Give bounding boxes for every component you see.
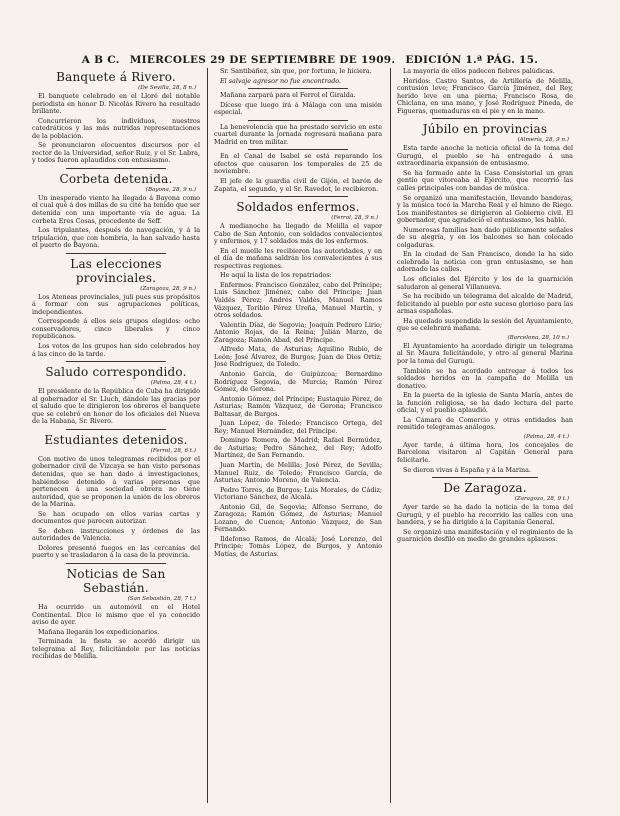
- separator: [248, 88, 349, 89]
- headline-elecciones: Las elecciones provinciales.: [70, 256, 162, 285]
- paragraph: Se han ocupado en ellos varias cartas y documentos que parecen autorizar.: [32, 509, 200, 526]
- dateline: (Bayona, 28, 9 n.): [145, 186, 196, 193]
- paragraph: Ayer tarde se ha dado la noticia de la toma del Gurugú, y el pueblo ha recorrido las calles con una bandera, y se ha dirigido á la Capitanía General.: [397, 503, 573, 527]
- paragraph: Ha ocurrido un automóvil en el Hotel Continental. Dice lo mismo que el ya conocido aviso de ayer.: [32, 602, 200, 627]
- paragraph: Antonio Gómez, del Príncipe; Eustaquio Pérez, de Asturias; Ramón Vázquez, de Gerona; Francisco Baltasar, de Burgos.: [214, 394, 382, 418]
- dateline: (Barcelona, 28, 10 n.): [507, 334, 569, 341]
- separator: [248, 149, 349, 150]
- paragraph: Se ha formado ante la Casa Consistorial un gran gentío que vitoreaba al Ejército, que recorrió las calles principales con bandas de música.: [397, 168, 573, 193]
- dateline: (Ferrol, 28, 9 n.): [331, 215, 378, 222]
- separator: [66, 563, 167, 564]
- column-1: [32, 68, 200, 803]
- dateline: (Zaragoza, 28, 9 n.): [140, 285, 196, 292]
- dateline: (De Sevilla, 28, 8 n.): [138, 85, 196, 91]
- dateline: (San Sebastián, 28, 7 t.): [127, 595, 196, 602]
- dateline: (Palma, 28, 4 t.): [523, 433, 569, 440]
- paragraph: El salvaje agresor no fue encontrado.: [220, 76, 342, 85]
- headline-soldados: Soldados enfermos.: [236, 200, 360, 215]
- paragraph: Corresponde á ellos seis grupos elegidos: ocho conservadores, cinco liberales y cinco republicanos.: [32, 317, 200, 341]
- paragraph: A medianoche ha llegado de Melilla el vapor Cabo de San Antonio, con soldados convalecientes y enfermos, y 17 soldados más de los enfermos.: [214, 222, 382, 246]
- column-3: [397, 68, 573, 803]
- paragraph: Dolores presentó fuegos en las cercanías del puerto y se trasladaron á la casa de la provincia.: [32, 543, 200, 560]
- paragraph: En la ciudad de San Francisco, donde la ha sido celebrada la noticia con gran entusiasmo, se han adornado las calles.: [397, 250, 573, 274]
- column-rule: [390, 68, 391, 803]
- paragraph: En el muelle les recibieron las autoridades, y en el día de mañana saldrán los convalecientes á sus respectivas regiones.: [214, 246, 382, 270]
- paragraph: Ha quedado suspendida la sesión del Ayuntamiento, que se celebrará mañana.: [397, 316, 573, 333]
- paragraph: Antonio García, de Guipúzcoa; Bernardino Rodríguez Segovia, de Murcia; Ramón Pérez Gómez, de Gerona.: [214, 369, 382, 394]
- column-2: [214, 68, 382, 803]
- paragraph: La Cámara de Comercio y otras entidades han remitido telegramas análogos.: [397, 415, 573, 432]
- paragraph: Domingo Romera, de Madrid; Rafael Bermúdez, de Asturias; Pedro Sánchez, del Rey; Adolfo Martínez, de San Fernando.: [214, 436, 382, 460]
- dateline: (Ferrol, 28, 6 t.): [150, 447, 196, 454]
- dateline: (Palma, 28, 4 t.): [150, 380, 196, 387]
- paragraph: El presidente de la República de Cuba ha dirigido al gobernador el Sr. Lluch, dándole las gracias por el saludo que le dirigieron los obreros el banquete que se celebró en honor de los oficiales del Nueva de la Habana, Sr. Rivero.: [32, 387, 200, 426]
- separator: [248, 120, 349, 121]
- headline-zaragoza: De Zaragoza.: [443, 481, 527, 496]
- headline-estudiantes: Estudiantes detenidos.: [44, 432, 188, 447]
- paragraph: Terminada la fiesta se acordó dirigir un telegrama al Rey, felicitándole por las noticias recibidas de Melilla.: [32, 637, 200, 661]
- paragraph: Ayer tarde, á última hora, los concejales de Barcelona visitaron al Capitán General para felicitarle.: [397, 440, 573, 464]
- separator: [66, 361, 167, 362]
- paragraph: Un inesperado viento ha llegado á Bayona como el cual qué á dos millas de su cité ha tenido que ser detenida con una importante vía de agua. La corbeta Eres Cosas, procedente de Seff.: [32, 193, 200, 225]
- paragraph: Pedro Torres, de Burgos; Luis Morales, de Cádiz; Victoriano Sánchez, de Alcalá.: [214, 485, 382, 502]
- paragraph: Los tripulantes, después de navegación, y á la tripulación, que con hombría, la han salvado hasta el puerto de Bayona.: [32, 226, 200, 250]
- headline-banquete: Banquete á Rivero.: [56, 70, 176, 84]
- paragraph: Los oficiales del Ejército y los de la guarnición saludaron al general Villanueva.: [397, 275, 573, 291]
- paragraph: Se organizó una manifestación y el regimiento de la guarnición desfiló en medio de grandes aplausos.: [397, 527, 573, 544]
- column-rule: [207, 68, 208, 803]
- paragraph: Mañana llegarán los expedicionarios.: [38, 627, 160, 636]
- publication-name: A B C.: [81, 54, 120, 66]
- separator: [432, 477, 538, 478]
- paragraph: Sr. Santibáñez, sin que, por fortuna, le hiciera.: [220, 68, 372, 75]
- issue-date: MIERCOLES 29 DE SEPTIEMBRE DE 1909.: [129, 54, 396, 66]
- paragraph: Se dieron vivas á España y á la Marina.: [403, 465, 531, 474]
- paragraph: Ildefonso Ramos, de Alcalá; José Lorenzo, del Príncipe; Tomás López, de Burgos, y Antonio Matías, de Asturias.: [214, 534, 382, 558]
- paragraph: Concurrieron los individuos, nuestros catedráticos y las más nutridas representaciones de la población.: [32, 116, 200, 140]
- paragraph: Enfermos: Francisco González, cabo del Príncipe; Luis Sánchez Jiménez, cabo del Príncipe; Juan Valdés Pérez; Andrés Valdés, Manuel Ramos Vázquez, Toribio Pérez Ureña, Manuel Martín, y otros soldados.: [214, 280, 382, 320]
- page-header: [0, 54, 620, 66]
- paragraph: En la puerta de la iglesia de Santa María, antes de la función religiosa, se ha dado lectura del parte oficial, y el pueblo aplaudió.: [397, 391, 573, 415]
- paragraph: Valentín Díaz, de Segovia; Joaquín Pedrero Lirio; Antonio Rojas, de la Reina; Julián Marzo, de Zaragoza; Ramón Abad, del Príncipe.: [214, 320, 382, 344]
- paragraph: La mayoría de ellos padecen fiebres palúdicas.: [403, 68, 555, 75]
- headline-corbeta: Corbeta detenida.: [59, 171, 173, 186]
- paragraph: En el Canal de Isabel se está reparando los efectos que causaron los temporales de 25 de noviembre.: [214, 152, 382, 176]
- paragraph: Alfredo Mata, de Asturias; Aquilino Rubio, de León; José Álvarez, de Burgos; Juan de Dios Ortiz; José Rodríguez, de Toledo.: [214, 345, 382, 369]
- paragraph: Se pronunciaron elocuentes discursos por el rector de la Universidad, señor Ruiz, y el Sr. Labra, y todos fueron aplaudidos con entusiasmo.: [32, 141, 200, 165]
- paragraph: Se organizó una manifestación, llevando banderas, y la música tocó la Marcha Real y el himno de Riego. Los manifestantes se dirigieron al Gobierno civil. El gobernador, que agradeció el entusiasmo, les habló.: [397, 193, 573, 225]
- paragraph: Juan López, de Toledo; Francisco Ortega, del Rey; Manuel Hernández, del Príncipe.: [214, 419, 382, 435]
- paragraph: Los Ateneas provinciales, juli pues sus propósitos á formar con sus agrupaciones políticas, independientes.: [32, 292, 200, 316]
- paragraph: Se ha recibido un telegrama del alcalde de Madrid, felicitando al pueblo por este suceso glorioso para las armas españolas.: [397, 292, 573, 316]
- paragraph: Antonio Gil, de Segovia; Alfonso Serrano, de Zaragoza; Ramón Gómez, de Asturias; Manuel Lozano, de Cuenca; Antonio Vázquez, de San Fernando.: [214, 502, 382, 534]
- paragraph: Heridos: Castro Santos, de Artillería de Melilla, contusión leve; Francisco García Jiménez, del Rey, herido leve en una pierna; Francisco Rosa, de Chiclana, en una mano, y José Rodríguez Pineda, de Figueras, quemaduras en el pie y en la mano.: [397, 76, 573, 115]
- paragraph: El Ayuntamiento ha acordado dirigir un telegrama al Sr. Maura felicitándole, y otro al general Marina por la toma del Gurugú.: [397, 341, 573, 365]
- dateline: (Zaragoza, 28, 9 t.): [514, 496, 569, 503]
- dateline: (Almería, 28, 9 n.): [517, 137, 569, 144]
- paragraph: También se ha acordado entregar á todos los soldados heridos en la campaña de Melilla un donativo.: [397, 366, 573, 390]
- separator: [66, 253, 167, 254]
- paragraph: Dícese que luego irá á Málaga con una misión especial.: [214, 100, 382, 117]
- paragraph: Con motivo de unos telegramas recibidos por el gobernador civil de Vizcaya se han visto personas detenidas, que se han dado á investigaciones, habiéndose detenido á varias personas que pertenecen á una sociedad obrera no tiene autoridad, que se proponen la unión de los obreros de la Marina.: [32, 454, 200, 509]
- separator: [66, 168, 167, 169]
- headline-saludo: Saludo correspondido.: [45, 365, 187, 380]
- headline-jubilo: Júbilo en provincias: [422, 122, 548, 137]
- paragraph: Mañana zarpará para el Ferrol el Giralda.: [220, 91, 356, 100]
- separator: [66, 429, 167, 430]
- paragraph: La benevolencia que ha prestado servicio en este cuartel durante la jornada regresará mañana para Madrid en tren militar.: [214, 122, 382, 146]
- headline-san-sebastian: Noticias de San Sebastián.: [66, 566, 166, 595]
- edition-page: EDICIÓN 1.ª PÁG. 15.: [405, 54, 539, 66]
- paragraph: El jefe de la guardia civil de Gijón, el barón de Zapata, el segundo, y el Sr. Ravedot, le recibieron.: [214, 177, 382, 193]
- paragraph: Esta tarde anoche la noticia oficial de la toma del Gurugú, el pueblo se ha entregado á una extraordinaria expansión de entusiasmo.: [397, 144, 573, 168]
- separator: [248, 196, 349, 197]
- paragraph: Los votos de los grupos han sido celebrados hoy á las cinco de la tarde.: [32, 342, 200, 358]
- separator: [432, 118, 538, 119]
- paragraph: Numerosas familias han dado públicamente señales de su alegría, y en los balcones se han colocado colgaduras.: [397, 225, 573, 249]
- paragraph: El banquete celebrado en el Lloré del notable periodista en honor D. Nicolás Rivero ha resultado brillante.: [32, 92, 200, 116]
- paragraph: He aquí la lista de los repatriados:: [220, 271, 332, 280]
- paragraph: Se deben instrucciones y órdenes de las autoridades de Valencia.: [32, 526, 200, 543]
- paragraph: Juan Martín, de Melilla; José Pérez, de Sevilla; Manuel Ruiz, de Toledo; Francisco García, de Asturias; Antonio Moreno, de Valencia.: [214, 460, 382, 485]
